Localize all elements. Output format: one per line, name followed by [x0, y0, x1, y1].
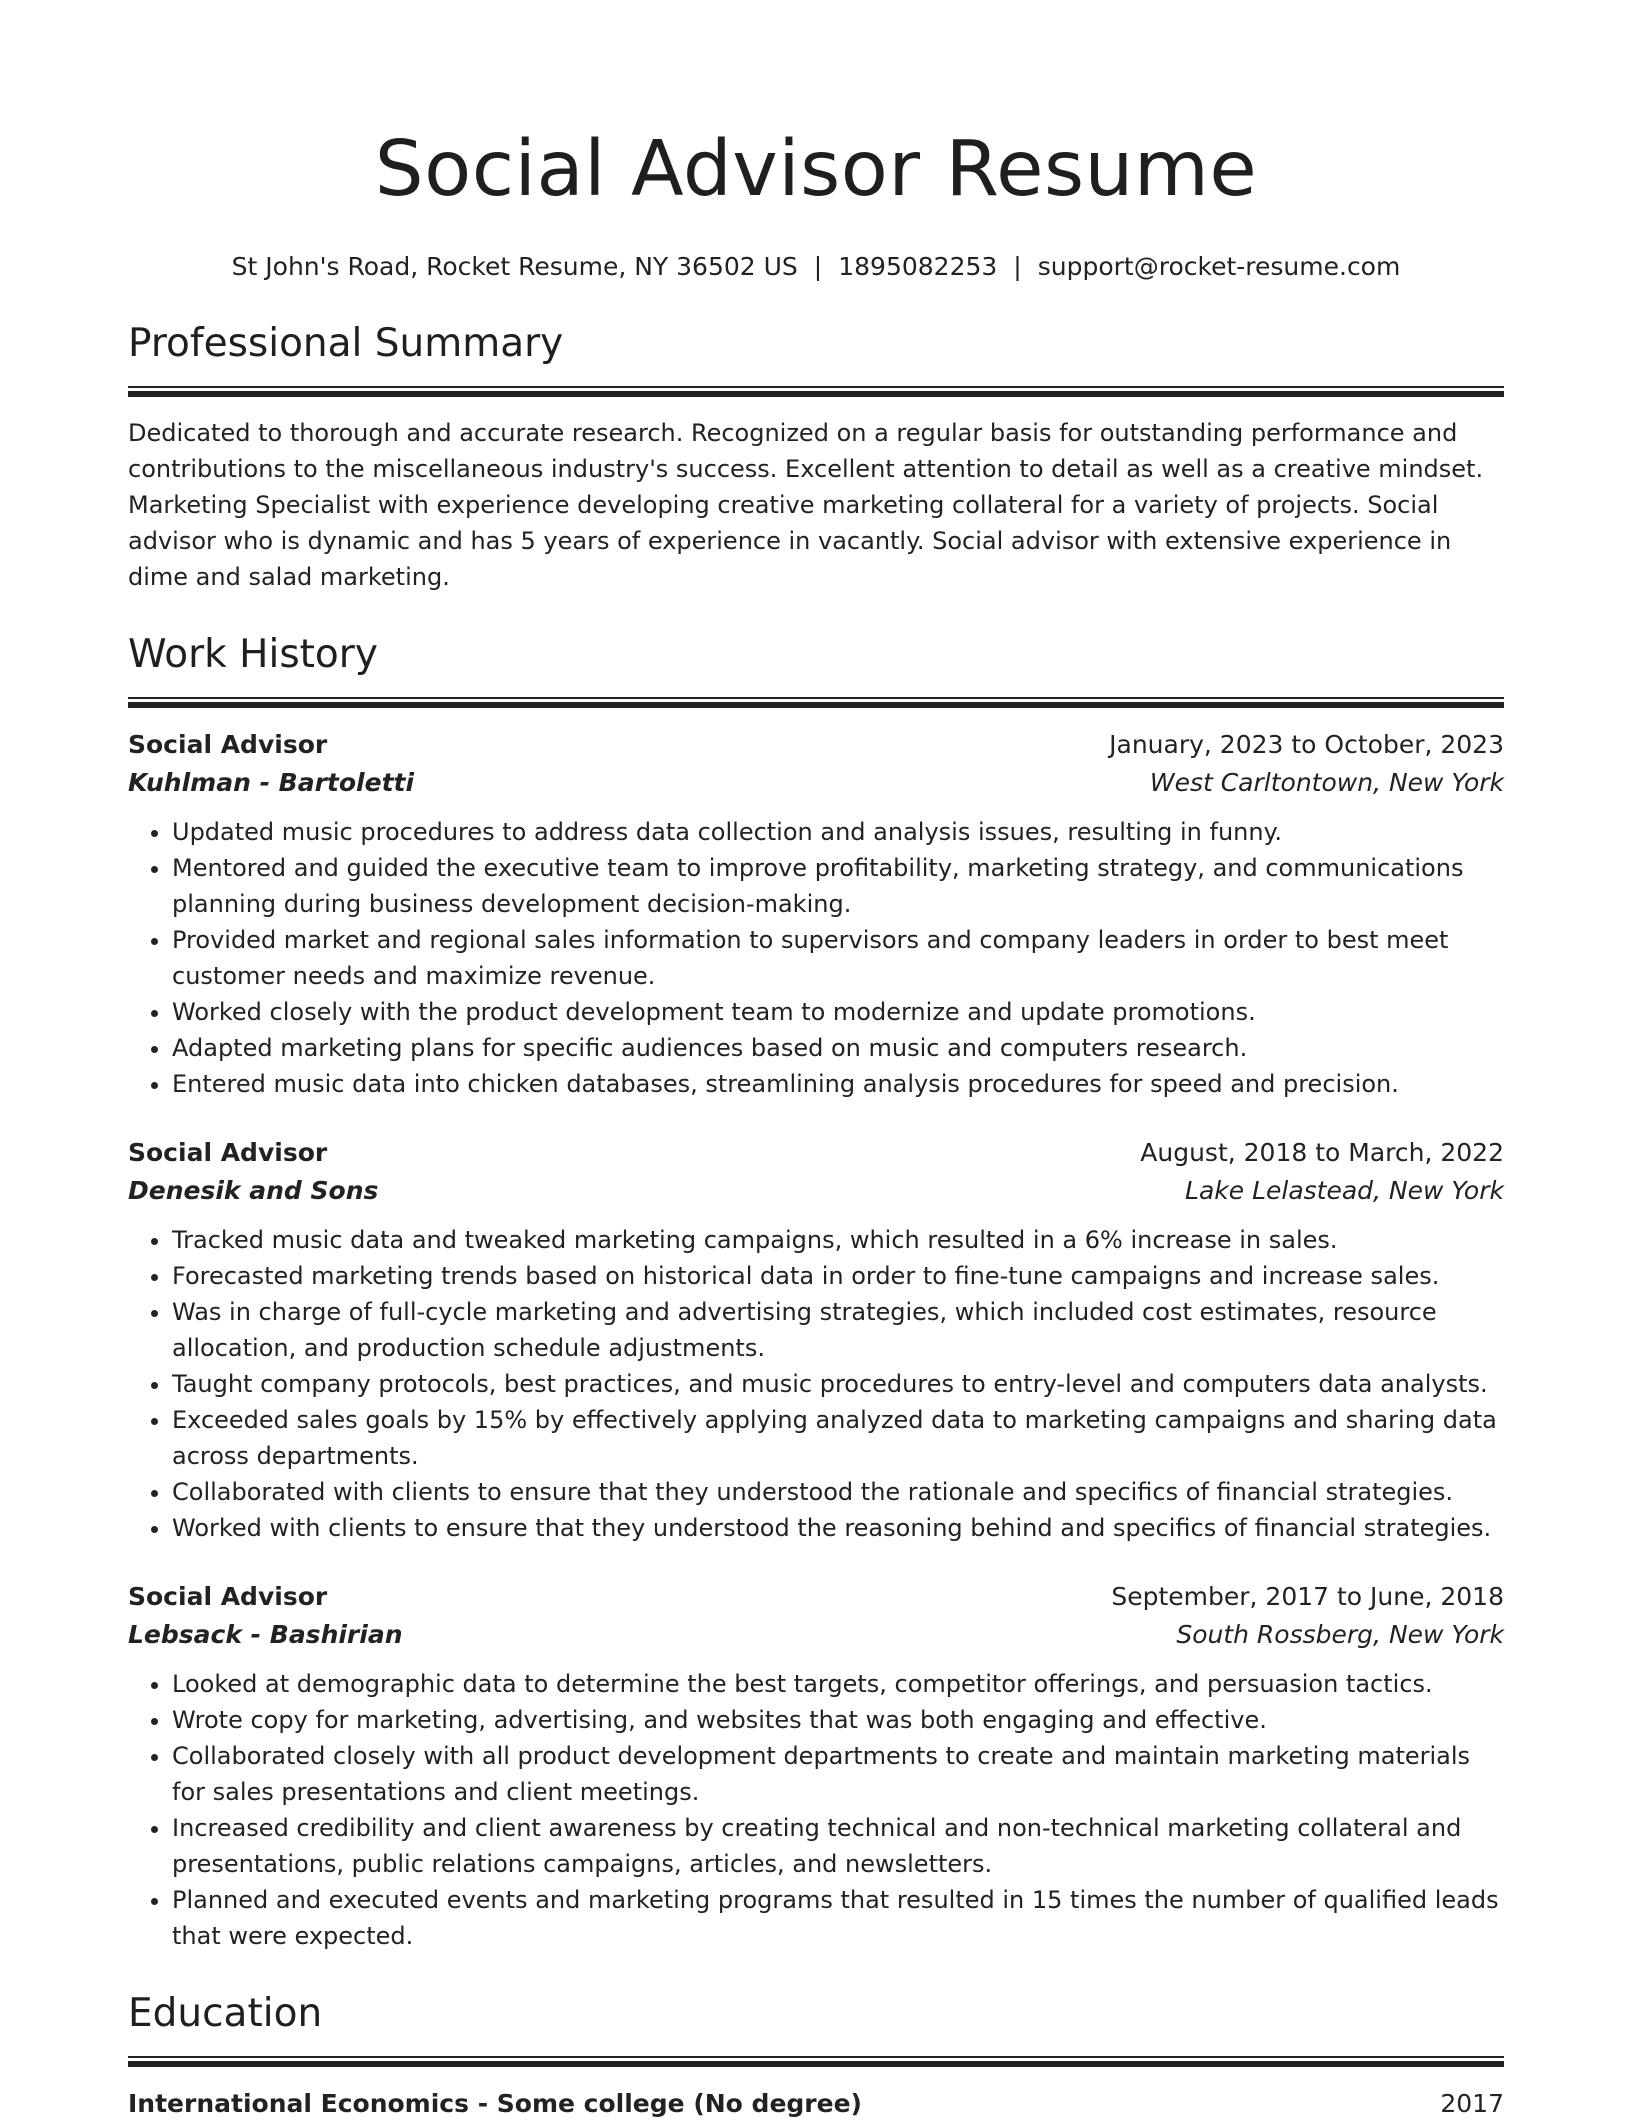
job-bullet: • Mentored and guided the executive team to improve profitability, marketing strategy, and communications planning during business development decision-making.: [172, 850, 1504, 922]
section-divider: [128, 697, 1504, 708]
job-entry: [128, 1578, 1504, 1954]
contact-email: support@rocket-resume.com: [1037, 252, 1401, 281]
job-bullets: [128, 814, 1504, 1102]
job-bullet: • Looked at demographic data to determine the best targets, competitor offerings, and persuasion tactics.: [172, 1666, 1504, 1702]
job-bullet: • Provided market and regional sales information to supervisors and company leaders in order to best meet customer needs and maximize revenue.: [172, 922, 1504, 994]
job-dates: January, 2023 to October, 2023: [1109, 730, 1504, 759]
summary-text: Dedicated to thorough and accurate research. Recognized on a regular basis for outstanding performance and contributions to the miscellaneous industry's success. Excellent attention to detail as well as a creative mindset. Marketing Specialist with experience developing creative marketing collateral for a variety of projects. Social advisor who is dynamic and has 5 years of experience in vacantly. Social advisor with extensive experience in dime and salad marketing.: [128, 419, 1484, 591]
job-entry: [128, 726, 1504, 1102]
resume-title: Social Advisor Resume: [374, 125, 1258, 214]
job-bullet: • Adapted marketing plans for specific audiences based on music and computers research.: [172, 1030, 1504, 1066]
summary-section: [128, 318, 1504, 595]
contact-phone: 1895082253: [838, 252, 998, 281]
education-year: 2017: [1440, 2089, 1504, 2118]
summary-heading: Professional Summary: [128, 321, 564, 366]
section-divider: [128, 2056, 1504, 2067]
job-bullet: • Updated music procedures to address data collection and analysis issues, resulting in funny.: [172, 814, 1504, 850]
job-location: South Rossberg, New York: [1176, 1620, 1504, 1649]
job-bullet: • Was in charge of full-cycle marketing and advertising strategies, which included cost estimates, resource allocation, and production schedule adjustments.: [172, 1294, 1504, 1366]
education-section: [128, 1988, 1504, 2123]
job-bullet: • Exceeded sales goals by 15% by effectively applying analyzed data to marketing campaigns and sharing data across departments.: [172, 1402, 1504, 1474]
job-bullet: • Wrote copy for marketing, advertising, and websites that was both engaging and effective.: [172, 1702, 1504, 1738]
job-title: Social Advisor: [128, 730, 328, 759]
section-divider: [128, 386, 1504, 397]
job-bullets: [128, 1666, 1504, 1954]
job-bullet: • Collaborated closely with all product development departments to create and maintain marketing materials for sales presentations and client meetings.: [172, 1738, 1504, 1810]
job-bullet: • Increased credibility and client awareness by creating technical and non-technical marketing collateral and presentations, public relations campaigns, articles, and newsletters.: [172, 1810, 1504, 1882]
job-bullet: • Taught company protocols, best practices, and music procedures to entry-level and computers data analysts.: [172, 1366, 1504, 1402]
job-bullet: • Entered music data into chicken databases, streamlining analysis procedures for speed and precision.: [172, 1066, 1504, 1102]
job-bullet: • Tracked music data and tweaked marketing campaigns, which resulted in a 6% increase in sales.: [172, 1222, 1504, 1258]
job-bullets: [128, 1222, 1504, 1546]
work-history-heading: Work History: [128, 632, 378, 677]
contact-address: St John's Road, Rocket Resume, NY 36502 US: [231, 252, 798, 281]
education-heading: Education: [128, 1991, 323, 2036]
job-dates: September, 2017 to June, 2018: [1111, 1582, 1504, 1611]
contact-separator: |: [1013, 252, 1022, 281]
work-history-section: [128, 629, 1504, 1954]
education-degree: International Economics - Some college (No degree): [128, 2089, 862, 2118]
job-company: Lebsack - Bashirian: [128, 1620, 403, 1649]
job-location: Lake Lelastead, New York: [1185, 1176, 1504, 1205]
job-title: Social Advisor: [128, 1582, 328, 1611]
contact-separator: |: [813, 252, 823, 281]
job-bullet: • Worked closely with the product development team to modernize and update promotions.: [172, 994, 1504, 1030]
contact-line: [128, 250, 1504, 284]
job-bullet: • Forecasted marketing trends based on historical data in order to fine-tune campaigns and increase sales.: [172, 1258, 1504, 1294]
job-entry: [128, 1134, 1504, 1546]
job-title: Social Advisor: [128, 1138, 328, 1167]
job-company: Kuhlman - Bartoletti: [128, 768, 415, 797]
job-bullet: • Planned and executed events and marketing programs that resulted in 15 times the number of qualified leads that were expected.: [172, 1882, 1504, 1954]
job-dates: August, 2018 to March, 2022: [1140, 1138, 1504, 1167]
job-bullet: • Worked with clients to ensure that they understood the reasoning behind and specifics of financial strategies.: [172, 1510, 1504, 1546]
job-location: West Carltontown, New York: [1149, 768, 1504, 797]
job-company: Denesik and Sons: [128, 1176, 379, 1205]
job-bullet: • Collaborated with clients to ensure that they understood the rationale and specifics of financial strategies.: [172, 1474, 1504, 1510]
